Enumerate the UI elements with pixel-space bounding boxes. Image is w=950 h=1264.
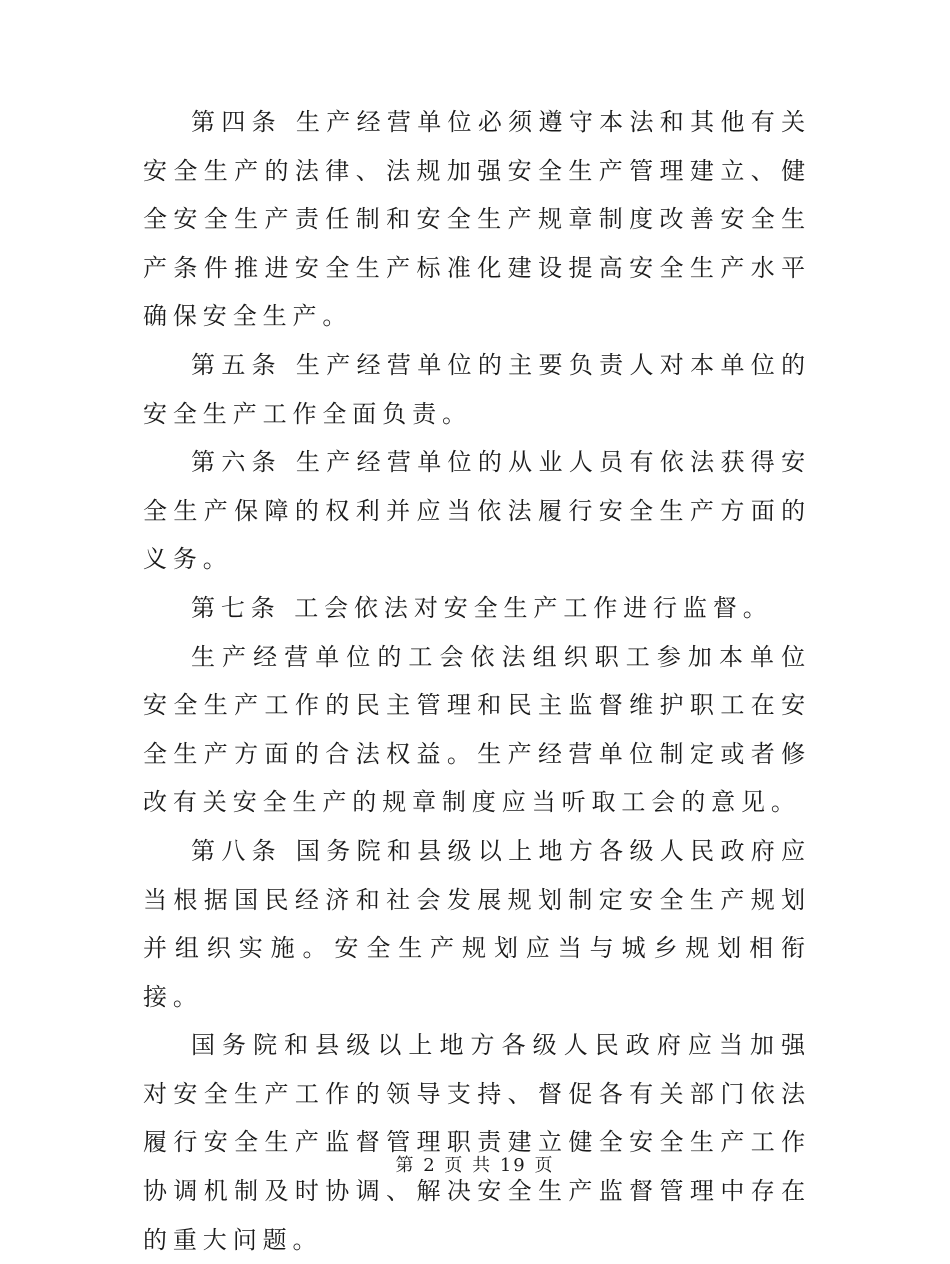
paragraph-article-7: 第七条 工会依法对安全生产工作进行监督。 [191, 593, 773, 622]
paragraph-article-7-clause-2: 生产经营单位的工会依法组织职工参加本单位安全生产工作的民主管理和民主监督维护职工在安全生产方面的合法权益。生产经营单位制定或者修改有关安全生产的规章制度应当听取工会的意见。 [143, 642, 811, 817]
paragraph-article-5: 第五条 生产经营单位的主要负责人对本单位的安全生产工作全面负责。 [143, 350, 811, 428]
paragraph-article-8: 第八条 国务院和县级以上地方各级人民政府应当根据国民经济和社会发展规划制定安全生产规划并组织实施。安全生产规划应当与城乡规划相衔接。 [143, 836, 811, 1011]
paragraph-article-4: 第四条 生产经营单位必须遵守本法和其他有关安全生产的法律、法规加强安全生产管理建立、健全安全生产责任制和安全生产规章制度改善安全生产条件推进安全生产标准化建设提高安全生产水平确保安全生产。 [143, 108, 811, 331]
page-footer-number: 第 2 页 共 19 页 [395, 1155, 555, 1176]
paragraph-article-8-clause-2: 国务院和县级以上地方各级人民政府应当加强对安全生产工作的领导支持、督促各有关部门依法履行安全生产监督管理职责建立健全安全生产工作协调机制及时协调、解决安全生产监督管理中存在的重大问题。 [143, 1031, 811, 1254]
document-body [143, 98, 811, 1264]
paragraph-article-6: 第六条 生产经营单位的从业人员有依法获得安全生产保障的权利并应当依法履行安全生产方面的义务。 [143, 448, 811, 574]
